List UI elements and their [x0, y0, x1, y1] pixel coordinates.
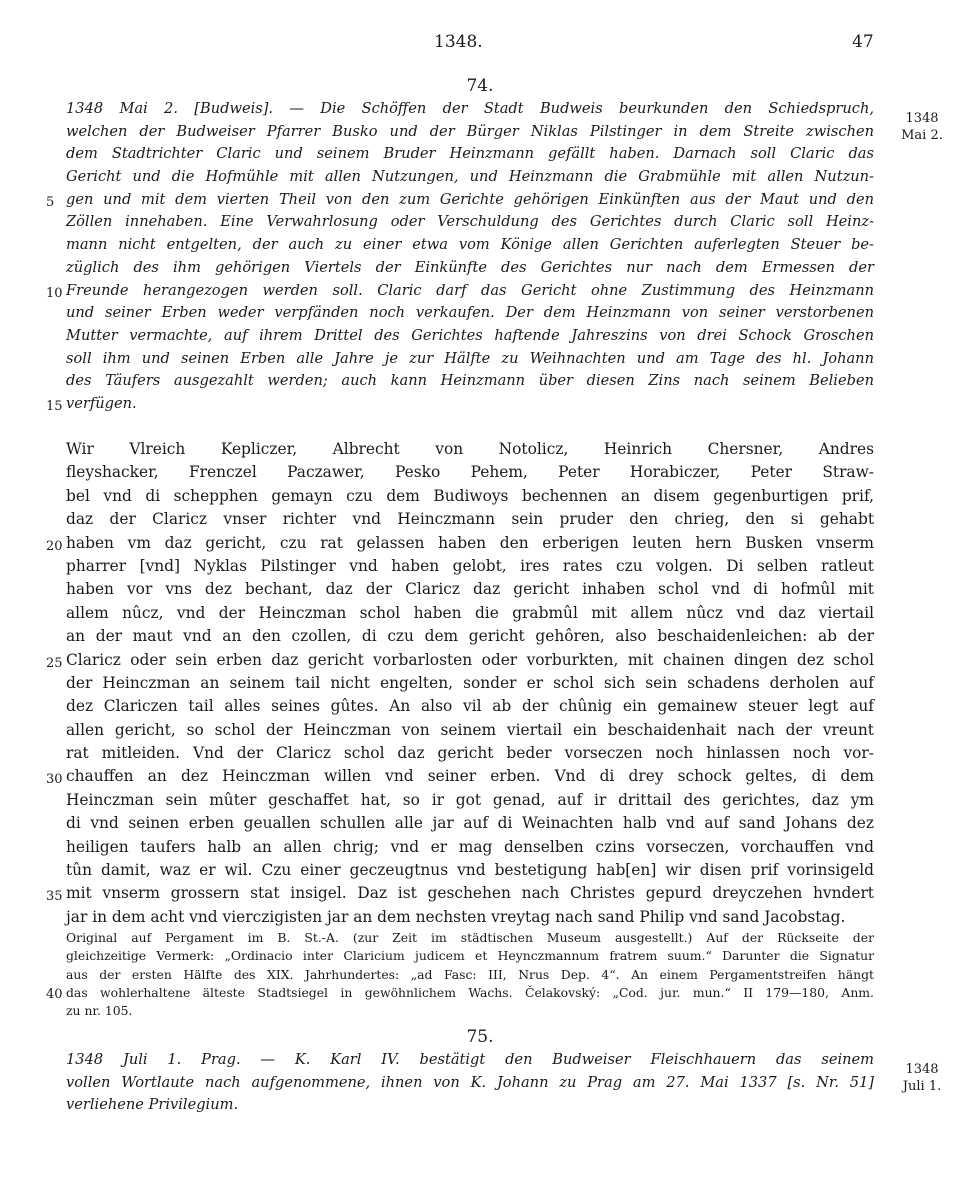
text-line [66, 929, 874, 947]
line-text: 1348 Mai 2. [Budweis]. — Die Schöffen der Stadt Budweis beurkunden den Schiedspruch, [66, 100, 874, 117]
line-text: Zöllen innehaben. Eine Verwahrlosung oder Verschuldung des Gerichtes durch Claric soll Heinz- [66, 213, 874, 231]
text-line [66, 578, 874, 601]
line-number: 40 [46, 986, 63, 1002]
text-line [66, 370, 874, 393]
text-line [66, 461, 874, 484]
line-text: das wohlerhaltene älteste Stadtsiegel in gewöhnlichem Wachs. Čelakovský: „Cod. jur. mun.“ II 179—180, Anm. [66, 984, 874, 1000]
text-line [66, 1072, 874, 1095]
line-text: heiligen taufers halb an allen chrig; vnd er mag denselben czins vorseczen, vorchauffen vnd [66, 837, 874, 856]
line-text: dem Stadtrichter Claric und seinem Bruder Heinzmann gefällt haben. Darnach soll Claric das [66, 145, 874, 163]
margin-year: 1348 [905, 1062, 939, 1077]
line-text: daz der Claricz vnser richter vnd Heinczmann sein pruder den chrieg, den si gehabt [66, 510, 874, 529]
text-line [66, 1049, 874, 1072]
charter-text-74 [46, 438, 874, 929]
text-line [66, 143, 874, 166]
line-text: Wir Vlreich Kepliczer, Albrecht von Notolicz, Heinrich Chersner, Andres [66, 440, 874, 458]
line-text: Gericht und die Hofmühle mit allen Nutzungen, und Heinzmann die Grabmühle mit allen Nutzun- [66, 168, 874, 186]
text-line [66, 602, 874, 625]
line-text: tûn damit, waz er wil. Czu einer geczeugtnus vnd bestetigung hab[en] wir disen prif vorinsigeld [66, 861, 874, 880]
text-line [66, 555, 874, 578]
text-line [66, 966, 874, 984]
text-line [66, 302, 874, 325]
regest-summary-75 [66, 1049, 874, 1117]
text-line [66, 1094, 874, 1117]
regest-summary-74 [46, 98, 874, 416]
line-number: 10 [46, 285, 63, 301]
line-text: welchen der Budweiser Pfarrer Busko und der Bürger Niklas Pilstinger in dem Streite zwischen [66, 122, 874, 140]
text-line [66, 508, 874, 531]
line-text: zu nr. 105. [66, 1003, 133, 1019]
line-text: mit vnserm grossern stat insigel. Daz ist geschehen nach Christes gepurd dreyczehen hvndert [66, 884, 874, 903]
line-number: 35 [46, 889, 63, 905]
line-text: gen und mit dem vierten Theil von den zum Gerichte gehörigen Einkünften aus der Maut und den [66, 190, 874, 208]
text-line [66, 859, 874, 882]
line-text: haben vor vns dez bechant, daz der Claricz daz gericht inhaben schol vnd di hofmûl mit [66, 580, 874, 599]
line-text: dez Clariczen tail alles seines gûtes. An also vil ab der chûnig ein gemainew steuer legt auf [66, 697, 874, 716]
text-line [46, 882, 874, 905]
text-line [66, 485, 874, 508]
text-line [46, 649, 874, 672]
line-text: fleyshacker, Frenczel Paczawer, Pesko Pehem, Peter Horabiczer, Peter Straw- [66, 463, 874, 482]
text-line [66, 121, 874, 144]
line-text: verfügen. [66, 394, 137, 412]
running-header [0, 32, 960, 56]
line-text: bel vnd di schepphen gemayn czu dem Budiwoys bechennen an disem gegenburtigen prif, [66, 486, 874, 505]
line-text: allem nûcz, vnd der Heinczman schol haben die grabmûl mit allem nûcz vnd daz viertail [66, 603, 874, 622]
text-line [46, 189, 874, 212]
document-number-75: 75. [466, 1027, 494, 1047]
line-number: 20 [46, 538, 63, 554]
text-line [66, 906, 874, 929]
line-text: haben vm daz gericht, czu rat gelassen haben den erberigen leuten hern Busken vnserm [66, 533, 874, 552]
line-text: des Täufers ausgezahlt werden; auch kann Heinzmann über diesen Zins nach seinem Belieben [66, 372, 874, 390]
line-number: 5 [46, 194, 55, 210]
text-line [46, 984, 874, 1002]
line-text: züglich des ihm gehörigen Viertels der Einkünfte des Gerichtes nur nach dem Ermessen der [66, 258, 874, 276]
line-text: der Heinczman an seinem tail nicht engelten, sonder er schol sich sein schadens derholen auf [66, 673, 874, 692]
margin-date-75 [896, 1061, 948, 1095]
line-text: allen gericht, so schol der Heinczman von seinem viertail ein beschaidenhait nach der vreunt [66, 720, 874, 739]
text-line [66, 1002, 874, 1020]
line-text: aus der ersten Hälfte des XIX. Jahrhundertes: „ad Fasc: III, Nrus Dep. 4“. An einem Pergamentstreifen hängt [66, 966, 874, 982]
line-text: mann nicht entgelten, der auch zu einer etwa vom Könige allen Gerichten auferlegten Steuer be- [66, 236, 874, 254]
line-text: pharrer [vnd] Nyklas Pilstinger vnd haben gelobt, ires rates czu volgen. Di selben ratleut [66, 556, 874, 575]
header-year: 1348. [434, 32, 483, 52]
document-number-74: 74. [466, 76, 494, 96]
text-line [66, 348, 874, 371]
text-line [46, 765, 874, 788]
line-text: Freunde herangezogen werden soll. Claric darf das Gericht ohne Zustimmung des Heinzmann [66, 281, 874, 299]
text-line [66, 625, 874, 648]
text-line [46, 532, 874, 555]
margin-year: 1348 [905, 111, 939, 126]
text-line [66, 789, 874, 812]
text-line [66, 742, 874, 765]
text-line [66, 695, 874, 718]
line-number: 15 [46, 398, 63, 414]
text-line [66, 98, 874, 121]
text-line [66, 812, 874, 835]
text-line [66, 947, 874, 965]
editorial-note-74 [46, 929, 874, 1020]
line-text: Heinczman sein mûter geschaffet hat, so ir got genad, auf ir drittail des gerichtes, daz ym [66, 790, 874, 809]
text-line [66, 325, 874, 348]
text-line [66, 211, 874, 234]
line-text: gleichzeitige Vermerk: „Ordinacio inter Claricium judicem et Heynczmannum fratrem suum.“ Darunter die Signatur [66, 948, 874, 964]
margin-day: Juli 1. [902, 1079, 942, 1094]
line-number: 30 [46, 772, 63, 788]
line-text: verliehene Privilegium. [66, 1096, 239, 1114]
line-text: chauffen an dez Heinczman willen vnd seiner erben. Vnd di drey schock geltes, di dem [66, 767, 874, 786]
line-number: 25 [46, 655, 63, 671]
text-line [66, 719, 874, 742]
line-text: Mutter vermachte, auf ihrem Drittel des Gerichtes haftende Jahreszins von drei Schock Groschen [66, 326, 874, 344]
line-text: Claricz oder sein erben daz gericht vorbarlosten oder vorburkten, mit chainen dingen dez schol [66, 650, 874, 669]
text-line [66, 166, 874, 189]
line-text: rat mitleiden. Vnd der Claricz schol daz gericht beder vorseczen noch hinlassen noch vor- [66, 744, 874, 763]
line-text: 1348 Juli 1. Prag. — K. Karl IV. bestätigt den Budweiser Fleischhauern das seinem [66, 1051, 874, 1068]
page-number: 47 [852, 32, 874, 52]
text-line [66, 836, 874, 859]
text-line [46, 393, 874, 416]
text-line [66, 257, 874, 280]
line-text: und seiner Erben weder verpfänden noch verkaufen. Der dem Heinzmann von seiner verstorbenen [66, 304, 874, 322]
line-text: soll ihm und seinen Erben alle Jahre je zur Hälfte zu Weihnachten und am Tage des hl. Johann [66, 349, 874, 367]
line-text: jar in dem acht vnd vierczigisten jar an dem nechsten vreytag nach sand Philip vnd sand Jacobstag. [66, 907, 846, 926]
line-text: di vnd seinen erben geuallen schullen alle jar auf di Weinachten halb vnd auf sand Johans dez [66, 814, 874, 833]
line-text: Original auf Pergament im B. St.-A. (zur Zeit im städtischen Museum ausgestellt.) Auf der Rückseite der [66, 930, 874, 945]
text-line [66, 672, 874, 695]
line-text: an der maut vnd an den czollen, di czu dem gericht gehôren, also beschaidenleichen: ab der [66, 627, 874, 646]
margin-day: Mai 2. [901, 128, 943, 143]
line-text: vollen Wortlaute nach aufgenommene, ihnen von K. Johann zu Prag am 27. Mai 1337 [s. Nr. 51] [66, 1073, 874, 1091]
text-line [66, 234, 874, 257]
margin-date-74 [896, 110, 948, 144]
text-line [66, 438, 874, 461]
text-line [46, 280, 874, 303]
